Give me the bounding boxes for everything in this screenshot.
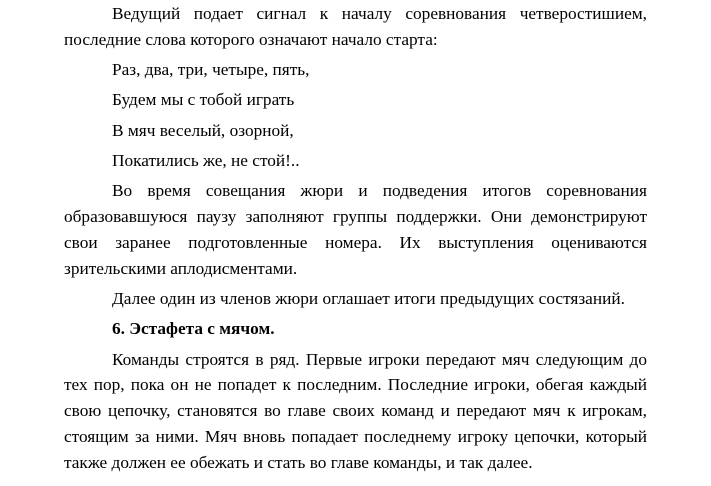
verse-line-2: Будем мы с тобой играть — [112, 90, 295, 110]
paragraph-relay-rules: Команды строятся в ряд. Первые игроки передают мяч следующим до тех пор, пока он не попадет к последним. Последние игроки, обегая каждый свою цепочку, становятся во главе своих команд и передают мяч к игрокам, стоящим за ними. Мяч вновь попадает последнему игроку цепочки, который также должен ее обежать и стать во главе команды, и так далее. — [64, 349, 647, 472]
verse-line-1: Раз, два, три, четыре, пять, — [112, 60, 310, 80]
verse-line-3: В мяч веселый, озорной, — [112, 120, 294, 140]
paragraph-jury-break: Во время совещания жюри и подведения итогов соревнования образовавшуюся паузу заполняют группы поддержки. Они демонстрируют свои заранее подготовленные номера. Их выступления оцениваются зрительскими аплодисментами. — [64, 181, 647, 278]
verse-line-4: Покатились же, не стой!.. — [112, 150, 300, 170]
paragraph-intro: Ведущий подает сигнал к началу соревнования четверостишием, последние слова которого означают начало старта: — [64, 4, 647, 49]
section-heading-relay: 6. Эстафета с мячом. — [112, 319, 275, 339]
paragraph-results: Далее один из членов жюри оглашает итоги предыдущих состязаний. — [112, 288, 625, 308]
